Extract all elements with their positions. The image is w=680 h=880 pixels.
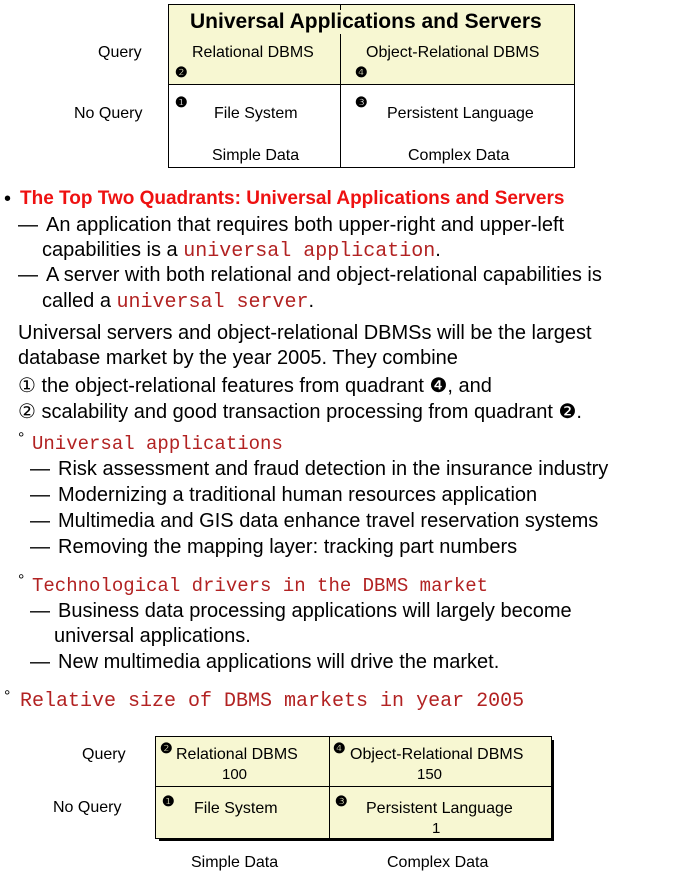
quadrant-relational-dbms: Relational DBMS: [192, 44, 314, 61]
quadrant-number-4: ❹: [333, 740, 346, 756]
row-label-no-query: No Query: [74, 105, 143, 122]
bullet-degree: °: [18, 572, 25, 589]
market-size-object-relational: 150: [417, 766, 443, 783]
dash-marker: —: [18, 214, 38, 236]
list-item-business-data-line1: Business data processing applications will largely become: [58, 600, 572, 622]
quadrant-persistent-language: Persistent Language: [366, 800, 513, 817]
paragraph-line-4: ② scalability and good transaction processing from quadrant ❷.: [18, 401, 582, 423]
quadrant-object-relational-dbms: Object-Relational DBMS: [366, 44, 540, 61]
quadrant-number-2: ❷: [175, 64, 188, 80]
section-heading-relative-size: Relative size of DBMS markets in year 2005: [20, 690, 525, 713]
dash-marker: —: [30, 536, 50, 558]
quadrant-persistent-language: Persistent Language: [387, 105, 534, 122]
text-fragment: called a: [42, 290, 117, 312]
period: .: [435, 239, 441, 261]
text-fragment: capabilities is a: [42, 239, 184, 261]
paragraph-line-2: database market by the year 2005. They combine: [18, 347, 458, 369]
list-item-multimedia-gis: Multimedia and GIS data enhance travel reservation systems: [58, 510, 599, 532]
section-heading-top-two-quadrants: The Top Two Quadrants: Universal Applications and Servers: [20, 188, 565, 209]
list-item-multimedia-drive: New multimedia applications will drive the market.: [58, 651, 500, 673]
quadrant-number-4: ❹: [355, 64, 368, 80]
row-label-query: Query: [98, 44, 142, 61]
dash-marker: —: [18, 264, 38, 286]
list-item-risk-assessment: Risk assessment and fraud detection in the insurance industry: [58, 458, 609, 480]
dash-marker: —: [30, 484, 50, 506]
column-label-simple-data: Simple Data: [212, 147, 300, 164]
list-item-mapping-layer: Removing the mapping layer: tracking part numbers: [58, 536, 518, 558]
quadrant-number-2: ❷: [160, 740, 173, 756]
quadrant-number-3: ❸: [355, 94, 368, 110]
list-item-business-data-line2: universal applications.: [54, 625, 251, 647]
period: .: [308, 290, 315, 312]
term-universal-application: universal application: [183, 240, 436, 263]
list-item-universal-application-line1: An application that requires both upper-right and upper-left: [46, 214, 565, 236]
dash-marker: —: [30, 458, 50, 480]
quadrant-number-3: ❸: [335, 793, 348, 809]
diagram-title: Universal Applications and Servers: [190, 10, 542, 33]
section-heading-technological-drivers: Technological drivers in the DBMS market: [32, 575, 489, 597]
quadrant-number-1: ❶: [162, 793, 175, 809]
quadrant-file-system: File System: [194, 800, 278, 817]
section-heading-universal-applications: Universal applications: [32, 433, 283, 455]
list-item-universal-server-line2: [42, 290, 314, 314]
term-universal-server: universal server: [116, 291, 309, 314]
market-size-persistent-language: 1: [432, 820, 441, 837]
dash-marker: —: [30, 600, 50, 622]
quadrant-divider-vertical: [329, 736, 330, 839]
dash-marker: —: [30, 651, 50, 673]
quadrant-divider-horizontal: [155, 786, 552, 787]
list-item-modernizing-hr: Modernizing a traditional human resources application: [58, 484, 538, 506]
dash-marker: —: [30, 510, 50, 532]
bullet-degree: °: [18, 430, 25, 447]
quadrant-number-1: ❶: [175, 94, 188, 110]
list-item-universal-application-line2: [42, 239, 441, 263]
paragraph-line-1: Universal servers and object-relational DBMSs will be the largest: [18, 322, 592, 344]
column-label-complex-data: Complex Data: [408, 147, 510, 164]
bullet-degree: °: [4, 688, 11, 705]
row-label-query: Query: [82, 746, 126, 763]
row-label-no-query: No Query: [53, 799, 122, 816]
quadrant-file-system: File System: [214, 105, 298, 122]
bullet-dot: •: [4, 188, 12, 210]
market-size-relational: 100: [222, 766, 248, 783]
column-label-complex-data: Complex Data: [387, 854, 489, 871]
paragraph-line-3: ① the object-relational features from quadrant ❹, and: [18, 375, 492, 397]
list-item-universal-server-line1: A server with both relational and object-relational capabilities is: [46, 264, 602, 286]
column-label-simple-data: Simple Data: [191, 854, 279, 871]
quadrant-object-relational-dbms: Object-Relational DBMS: [350, 746, 524, 763]
quadrant-relational-dbms: Relational DBMS: [176, 746, 298, 763]
